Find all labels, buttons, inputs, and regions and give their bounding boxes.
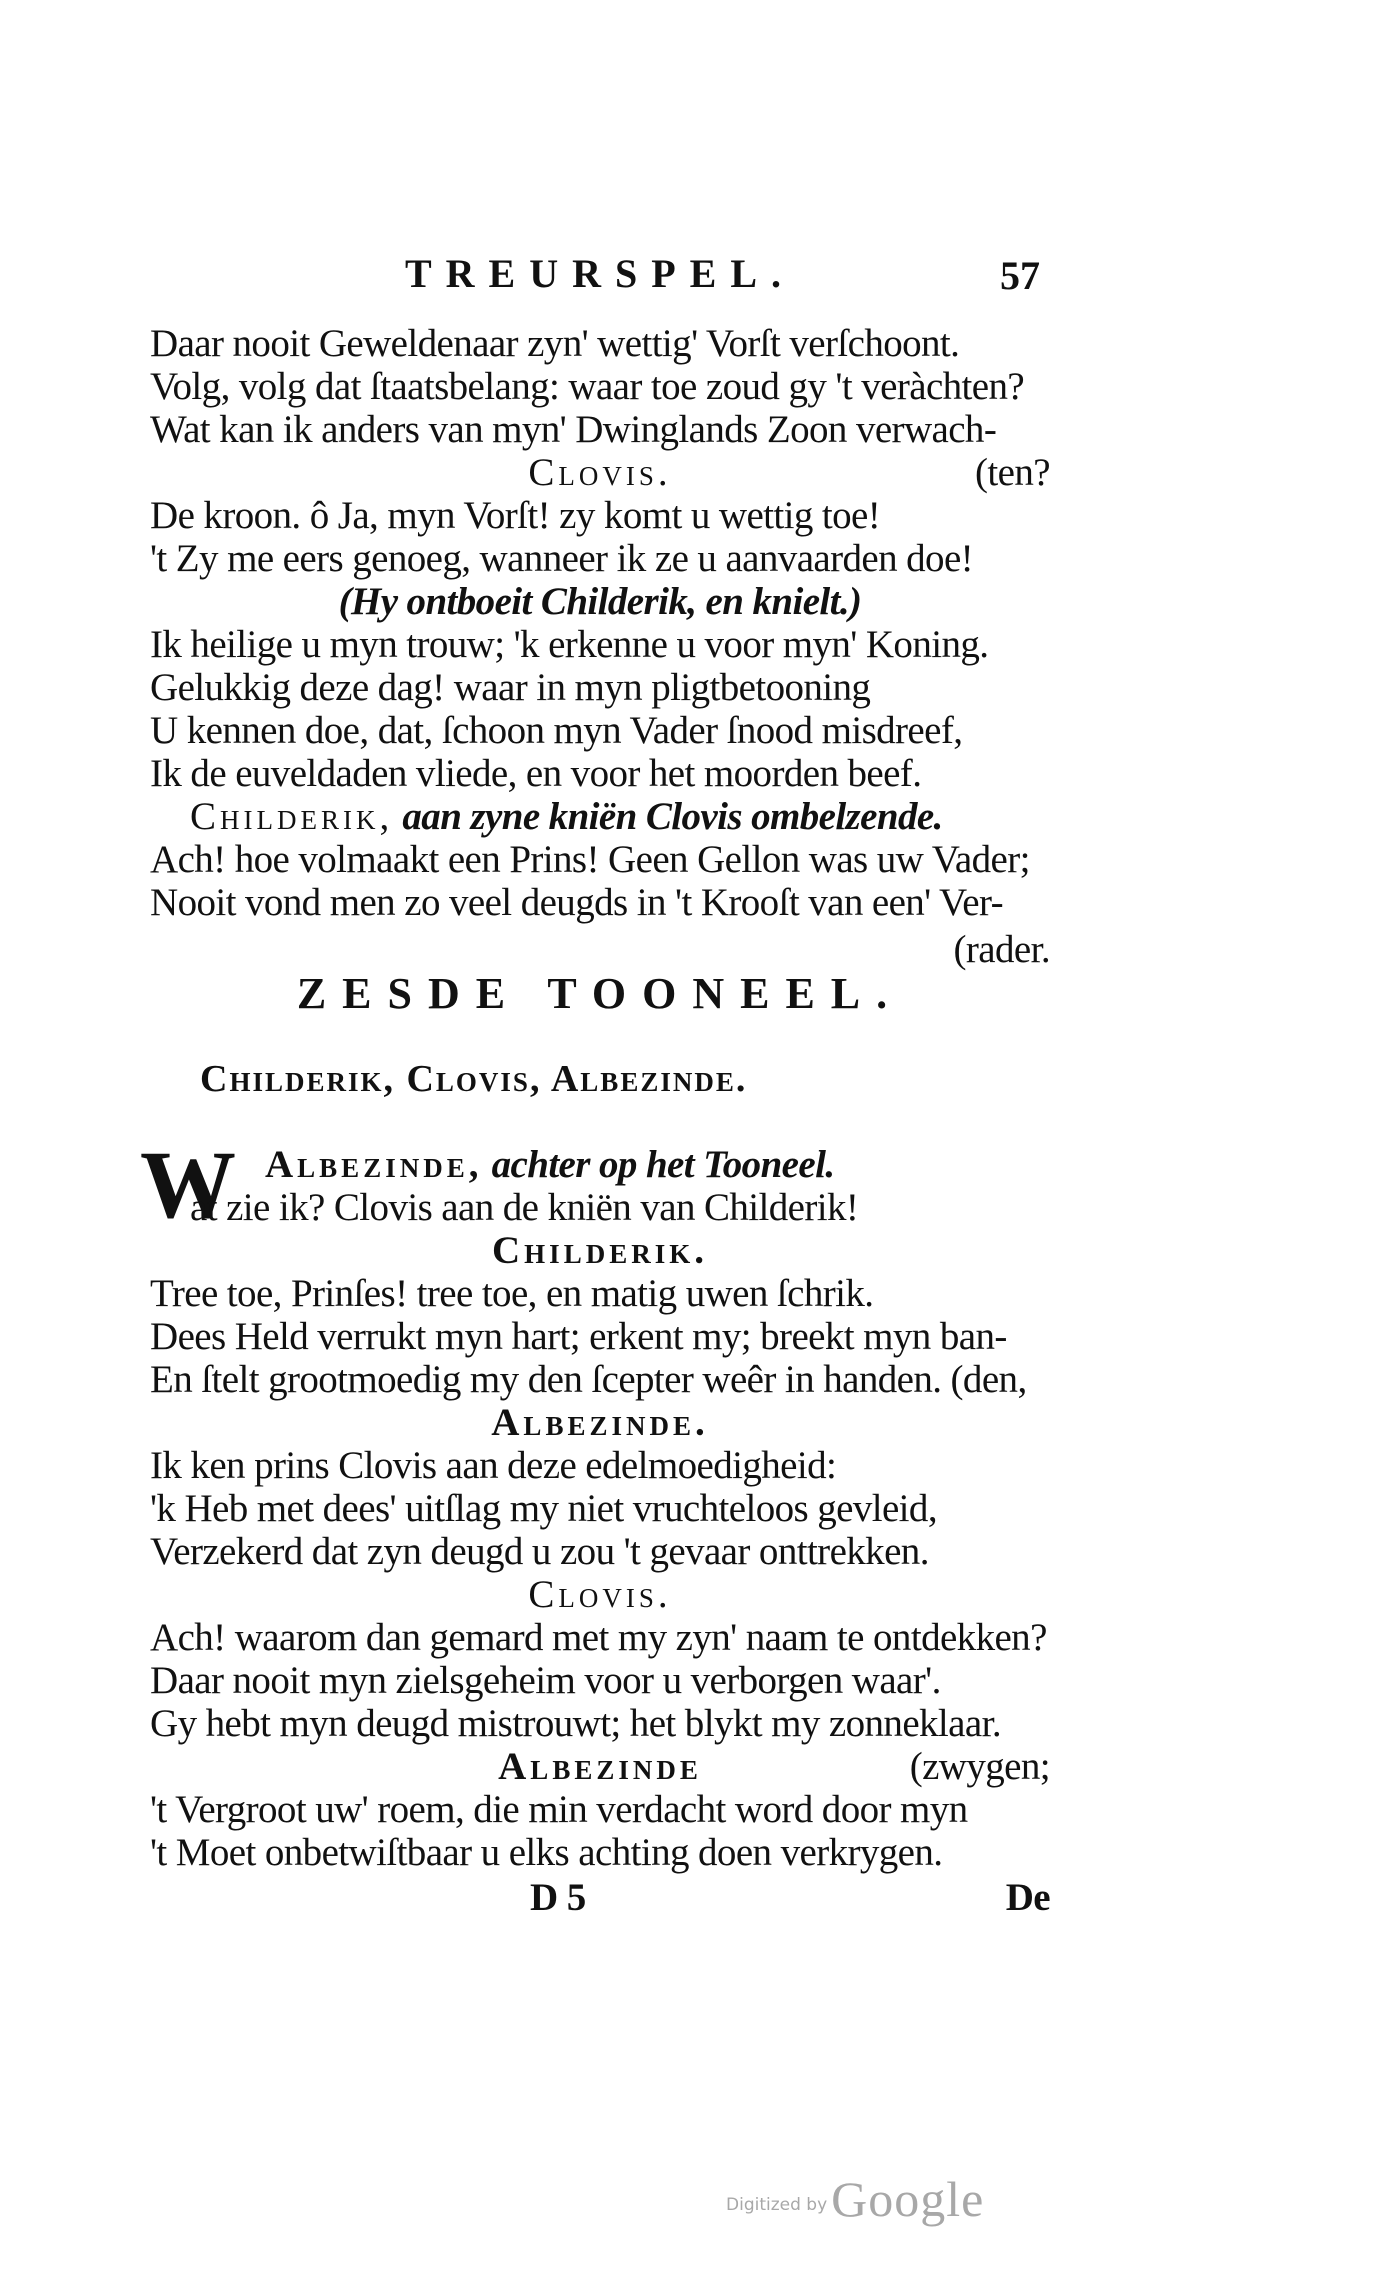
verse-line: Tree toe, Prinſes! tree toe, en matig uwen ſchrik.	[150, 1272, 874, 1315]
speaker-name: Clovis.	[528, 1573, 672, 1616]
verse-line: Wat kan ik anders van myn' Dwinglands Zoon verwach-	[150, 408, 997, 451]
verse-line: En ſtelt grootmoedig my den ſcepter weêr in handen. (den,	[150, 1358, 1027, 1401]
verse-line: Ach! hoe volmaakt een Prins! Geen Gellon was uw Vader;	[150, 838, 1030, 881]
verse-line: Ik de euveldaden vliede, en voor het moorden beef.	[150, 752, 922, 795]
speaker-line	[150, 1143, 1165, 1186]
speaker-line	[150, 1745, 1050, 1788]
drop-cap: W	[140, 1131, 236, 1238]
stage-direction: aan zyne kniën Clovis ombelzende.	[402, 795, 943, 838]
stage-direction: achter op het Tooneel.	[491, 1143, 835, 1186]
verse-line: Nooit vond men zo veel deugds in 't Krooſt van een' Ver-	[150, 881, 1004, 924]
speaker-name: Childerik,	[190, 795, 394, 838]
running-head	[150, 250, 1050, 310]
verse-line: Ik ken prins Clovis aan deze edelmoedigheid:	[150, 1444, 837, 1487]
scene-heading	[150, 968, 1050, 1022]
turnover-fragment: (zwygen;	[909, 1745, 1050, 1788]
page-number: 57	[1000, 253, 1040, 298]
verse-line: Ach! waarom dan gemard met my zyn' naam te ontdekken?	[150, 1616, 1047, 1659]
verse-line: De kroon. ô Ja, myn Vorſt! zy komt u wettig toe!	[150, 494, 881, 537]
cast-list: Childerik, Clovis, Albezinde.	[200, 1058, 748, 1100]
watermark-prefix: Digitized by	[726, 2195, 828, 2215]
speaker-line	[150, 1573, 1050, 1616]
speaker-line	[150, 1229, 1050, 1272]
verse-line: at zie ik? Clovis aan de kniën van Childerik!	[190, 1186, 859, 1229]
signature-mark: D 5	[530, 1876, 586, 1919]
verse-line: 't Zy me eers genoeg, wanneer ik ze u aanvaarden doe!	[150, 537, 974, 580]
verse-line: 'k Heb met dees' uitſlag my niet vruchteloos gevleid,	[150, 1487, 937, 1530]
verse-line: Gelukkig deze dag! waar in myn pligtbetooning	[150, 666, 871, 709]
speaker-name: Albezinde.	[491, 1401, 709, 1444]
speaker-name: Childerik.	[492, 1229, 708, 1272]
verse-line: Dees Held verrukt myn hart; erkent my; breekt myn ban-	[150, 1315, 1007, 1358]
verse-line: Gy hebt myn deugd mistrouwt; het blykt my zonneklaar.	[150, 1702, 1001, 1745]
stage-direction: (Hy ontboeit Childerik, en knielt.)	[338, 580, 862, 623]
speaker-name: Albezinde	[498, 1745, 702, 1788]
turnover-fragment: (rader.	[953, 928, 1050, 971]
scene-cast	[150, 1057, 1100, 1101]
verse-line: Ik heilige u myn trouw; 'k erkenne u voor myn' Koning.	[150, 623, 989, 666]
speaker-line	[150, 1401, 1050, 1444]
digitization-watermark	[726, 2170, 984, 2228]
verse-line: Daar nooit myn zielsgeheim voor u verborgen waar'.	[150, 1659, 941, 1702]
verse-line: 't Moet onbetwiſtbaar u elks achting doen verkrygen.	[150, 1831, 943, 1874]
verse-line: 't Vergroot uw' roem, die min verdacht word door myn	[150, 1788, 968, 1831]
speaker-line	[150, 795, 1090, 838]
running-title: TREURSPEL.	[404, 251, 796, 296]
verse-line: Volg, volg dat ſtaatsbelang: waar toe zoud gy 't veràchten?	[150, 365, 1025, 408]
verse-line: Daar nooit Geweldenaar zyn' wettig' Vorſt verſchoont.	[150, 322, 960, 365]
speaker-name: Clovis.	[528, 451, 672, 494]
speaker-line	[150, 451, 1050, 494]
google-logo: Google	[831, 2171, 985, 2227]
turnover-fragment: (ten?	[975, 451, 1050, 494]
verse-line: U kennen doe, dat, ſchoon myn Vader ſnood misdreef,	[150, 709, 963, 752]
catchword: De	[1005, 1876, 1050, 1919]
verse-line: Verzekerd dat zyn deugd u zou 't gevaar onttrekken.	[150, 1530, 929, 1573]
speaker-name: Albezinde,	[265, 1143, 483, 1186]
scene-title: ZESDE TOONEEL.	[296, 969, 904, 1018]
